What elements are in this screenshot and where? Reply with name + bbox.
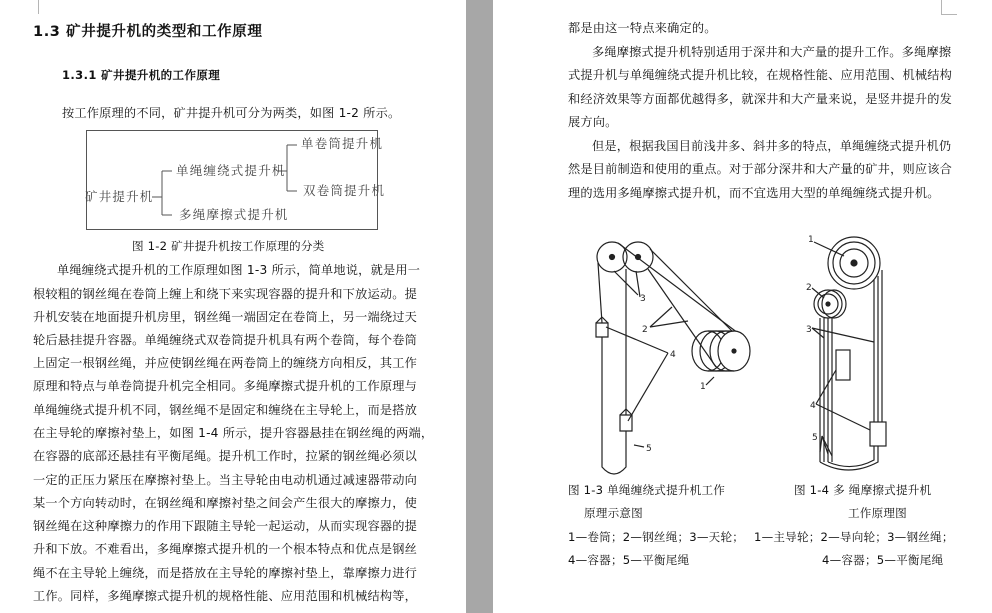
- body-line: 一定的正压力紧压在摩擦衬垫上。当主导轮由电动机通过减速器带动向: [33, 473, 418, 487]
- right-page: [493, 0, 992, 613]
- classification-diagram: [85, 130, 386, 230]
- fig13-label: 5: [646, 444, 652, 454]
- tree-root: 矿井提升机: [85, 189, 154, 204]
- fig13-legend: 1—卷筒；2—钢丝绳；3—天轮；: [568, 530, 745, 544]
- crop-mark: [941, 14, 957, 15]
- fig13-caption-line2: 原理示意图: [584, 506, 643, 520]
- fig14-label: 4: [810, 401, 816, 411]
- fig14-label: 1: [808, 235, 814, 245]
- left-page: [0, 0, 466, 613]
- figure-1-3-drawing: [588, 235, 768, 480]
- body-line: 某一个方向转动时，在钢丝绳和摩擦衬垫之间会产生很大的摩擦力，使: [33, 496, 418, 510]
- body-line: 多绳摩擦式提升机特别适用于深井和大产量的提升工作。多绳摩擦: [592, 45, 952, 59]
- fig13-label: 4: [670, 350, 676, 360]
- body-line: 上固定一根钢丝绳，并应使钢丝绳在两卷筒上的缠绕方向相反，其工作: [33, 356, 418, 370]
- body-line: 在主导轮的摩擦衬垫上，如图 1-4 所示，提升容器悬挂在钢丝绳的两端，: [33, 426, 434, 440]
- fig14-caption: 图 1-4 多 绳摩擦式提升机: [794, 483, 932, 497]
- body-line: 都是由这一特点来确定的。: [568, 21, 717, 35]
- body-line: 理的选用多绳摩擦式提升机，而不宜选用大型的单绳缠绕式提升机。: [568, 186, 940, 200]
- body-line: 式提升机与单绳缠绕式提升机比较，在规格性能、应用范围、机械结构: [568, 68, 953, 82]
- fig14-label: 5: [812, 433, 818, 443]
- fig14-label: 2: [806, 283, 812, 293]
- body-line: 单绳缠绕式提升机不同，钢丝绳不是固定和缠绕在主导轮上，而是搭放: [33, 403, 418, 417]
- body-line: 根较粗的钢丝绳在卷筒上缠上和绕下来实现容器的提升和下放运动。提: [33, 287, 418, 301]
- subsection-heading: 1.3.1 矿井提升机的工作原理: [62, 68, 221, 82]
- body-line: 在容器的底部还悬挂有平衡尾绳。提升机工作时，拉紧的钢丝绳必须以: [33, 449, 418, 463]
- intro-paragraph: 按工作原理的不同，矿井提升机可分为两类，如图 1-2 所示。: [62, 106, 401, 120]
- fig13-label: 1: [700, 382, 706, 392]
- tree-leaf-single-drum: 单卷筒提升机: [301, 136, 384, 151]
- body-line: 轮后悬挂提升容器。单绳缠绕式双卷筒提升机具有两个卷筒，每个卷筒: [33, 333, 418, 347]
- body-line: 但是，根据我国目前浅井多、斜井多的特点，单绳缠绕式提升机仍: [592, 139, 952, 153]
- figure-caption: 图 1-2 矿井提升机按工作原理的分类: [132, 239, 325, 253]
- body-line: 和经济效果等方面都优越得多，就深井和大产量来说，是竖井提升的发: [568, 92, 953, 106]
- fig14-caption-line2: 工作原理图: [848, 506, 907, 520]
- fig13-label: 2: [642, 325, 648, 335]
- figure-1-4-drawing: [808, 230, 918, 470]
- crop-mark: [22, 0, 39, 14]
- fig14-legend: 1—主导轮；2—导向轮；3—钢丝绳；: [754, 530, 954, 544]
- section-heading: 1.3 矿井提升机的类型和工作原理: [33, 24, 263, 40]
- tree-branch-multi-rope: 多绳摩擦式提升机: [179, 207, 289, 222]
- fig13-label: 3: [640, 294, 646, 304]
- body-line: 钢丝绳在这种摩擦力的作用下跟随主导轮一起运动，从而实现容器的提: [33, 519, 418, 533]
- body-line: 原理和特点与单卷筒提升机完全相同。多绳摩擦式提升机的工作原理与: [33, 379, 418, 393]
- body-line: 绳不在主导轮上缠绕，而是搭放在主导轮的摩擦衬垫上，靠摩擦力进行: [33, 566, 418, 580]
- tree-branch-single-rope: 单绳缠绕式提升机: [176, 163, 286, 178]
- body-line: 工作。同样，多绳摩擦式提升机的规格性能、应用范围和机械结构等，: [33, 589, 418, 603]
- body-line: 展方向。: [568, 115, 618, 129]
- tree-leaf-double-drum: 双卷筒提升机: [303, 183, 386, 198]
- body-line: 然是目前制造和使用的重点。对于部分深井和大产量的矿井，则应该合: [568, 162, 953, 176]
- fig13-caption: 图 1-3 单绳缠绕式提升机工作: [568, 483, 726, 497]
- body-line: 升机安装在地面提升机房里，钢丝绳一端固定在卷筒上，另一端绕过天: [33, 310, 418, 324]
- fig14-label: 3: [806, 325, 812, 335]
- body-line: 升和下放。不难看出，多绳摩擦式提升机的一个根本特点和优点是钢丝: [33, 542, 418, 556]
- crop-mark: [941, 0, 958, 14]
- body-line: 单绳缠绕式提升机的工作原理如图 1-3 所示，简单地说，就是用一: [57, 263, 421, 277]
- fig14-legend-line2: 4—容器；5—平衡尾绳: [822, 553, 944, 567]
- fig13-legend-line2: 4—容器；5—平衡尾绳: [568, 553, 690, 567]
